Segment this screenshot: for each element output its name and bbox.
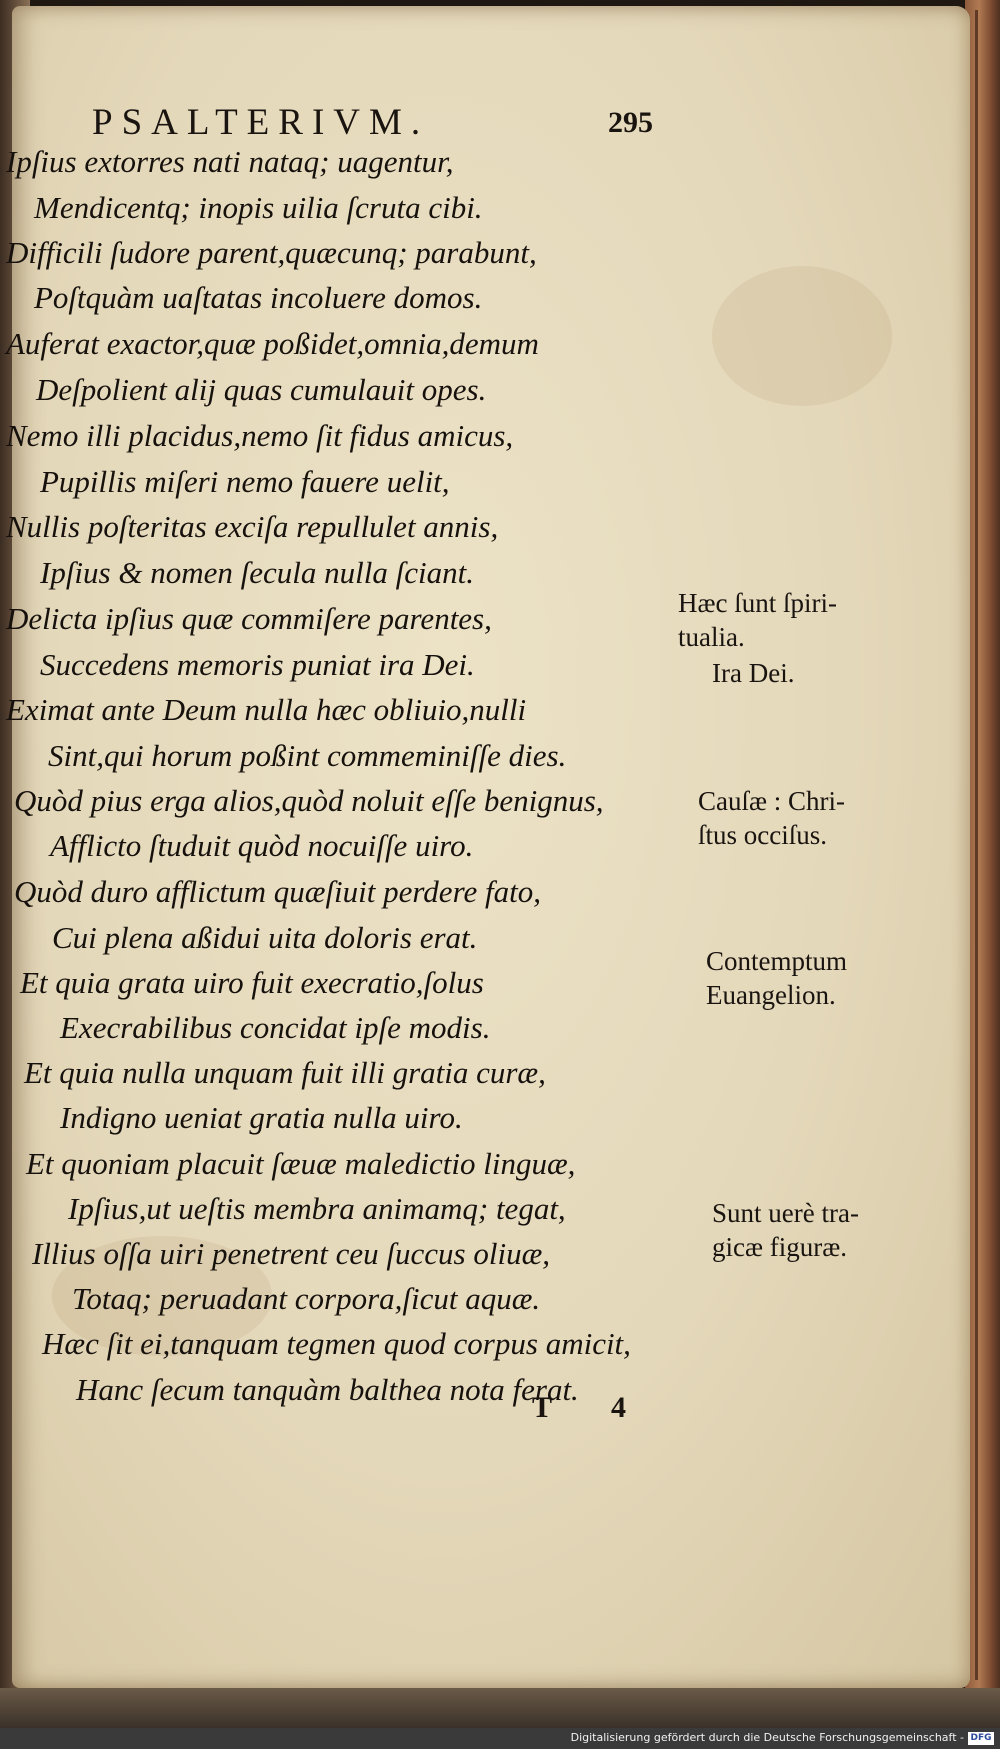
verse-line: Ipſius extorres nati nataq; uagentur, — [6, 144, 454, 179]
signature-mark: T 4 — [532, 1391, 652, 1424]
verse-line: Quòd pius erga alios,quòd noluit eſſe benignus, — [14, 783, 604, 818]
marginal-note — [712, 1196, 859, 1264]
verse-line: Sint,qui horum poßint commeminiſſe dies. — [48, 738, 567, 773]
verse-line: Execrabilibus concidat ipſe modis. — [60, 1010, 491, 1045]
running-head: PSALTERIVM. — [92, 102, 430, 143]
verse-line: Cui plena aßidui uita doloris erat. — [52, 920, 478, 955]
fore-edge-line — [975, 10, 978, 1680]
marginal-note-line: tualia. — [678, 622, 745, 652]
verse-line: Delicta ipſius quæ commiſere parentes, — [6, 601, 492, 636]
footer-credit: Digitalisierung gefördert durch die Deutsche Forschungsgemeinschaft - — [570, 1731, 964, 1744]
verse-line: Et quoniam placuit ſæuæ maledictio linguæ, — [26, 1146, 576, 1181]
verse-line: Deſpolient alij quas cumulauit opes. — [36, 372, 487, 407]
verse-line: Hæc ſit ei,tanquam tegmen quod corpus amicit, — [42, 1326, 631, 1361]
verse-line: Difficili ſudore parent,quæcunq; parabunt, — [6, 235, 537, 270]
verse-line: Ipſius,ut ueſtis membra animamq; tegat, — [68, 1191, 566, 1226]
verse-line: Poſtquàm uaſtatas incoluere domos. — [34, 280, 483, 315]
verse-line: Et quia grata uiro fuit execratio,ſolus — [20, 965, 484, 1000]
marginal-note-line: Cauſæ : Chri- — [698, 786, 845, 816]
verse-line: Nemo illi placidus,nemo ſit fidus amicus, — [6, 418, 514, 453]
marginal-note-line: gicæ figuræ. — [712, 1232, 847, 1262]
marginal-note-line: Contemptum — [706, 946, 847, 976]
marginal-note — [678, 586, 837, 654]
marginal-note — [712, 656, 794, 690]
book-page — [6, 6, 970, 1688]
book-fore-edge — [965, 0, 1000, 1690]
verse-line: Totaq; peruadant corpora,ſicut aquæ. — [72, 1281, 541, 1316]
verse-line: Auferat exactor,quæ poßidet,omnia,demum — [6, 326, 539, 361]
verse-line: Succedens memoris puniat ira Dei. — [40, 647, 475, 682]
dfg-logo: DFG — [968, 1732, 994, 1745]
verse-line: Pupillis miſeri nemo fauere uelit, — [40, 464, 450, 499]
marginal-note-line: Hæc ſunt ſpiri- — [678, 588, 837, 618]
verse-line: Afflicto ſtuduit quòd nocuiſſe uiro. — [50, 828, 474, 863]
verse-line: Quòd duro afflictum quæſiuit perdere fato, — [14, 874, 541, 909]
verse-line: Mendicentq; inopis uilia ſcruta cibi. — [34, 190, 483, 225]
folio-number: 295 — [608, 106, 653, 139]
verse-line: Illius oſſa uiri penetrent ceu ſuccus oliuæ, — [32, 1236, 551, 1271]
marginal-note-line: Euangelion. — [706, 980, 836, 1010]
verse-line: Et quia nulla unquam fuit illi gratia curæ, — [24, 1055, 546, 1090]
marginal-note — [698, 784, 845, 852]
verse-line: Hanc ſecum tanquàm balthea nota ferat. — [76, 1372, 579, 1407]
marginal-note — [706, 944, 847, 1012]
verse-line: Indigno ueniat gratia nulla uiro. — [60, 1100, 463, 1135]
verse-line: Nullis poſteritas exciſa repullulet annis, — [6, 509, 499, 544]
marginal-note-line: Ira Dei. — [712, 658, 795, 688]
marginal-note-line: Sunt uerè tra- — [712, 1198, 859, 1228]
marginal-note-line: ſtus occiſus. — [698, 820, 827, 850]
verse-line: Ipſius & nomen ſecula nulla ſciant. — [40, 555, 474, 590]
verse-line: Eximat ante Deum nulla hæc obliuio,nulli — [6, 692, 527, 727]
paper-stain — [712, 266, 892, 406]
book-bottom-edge — [0, 1688, 1000, 1728]
